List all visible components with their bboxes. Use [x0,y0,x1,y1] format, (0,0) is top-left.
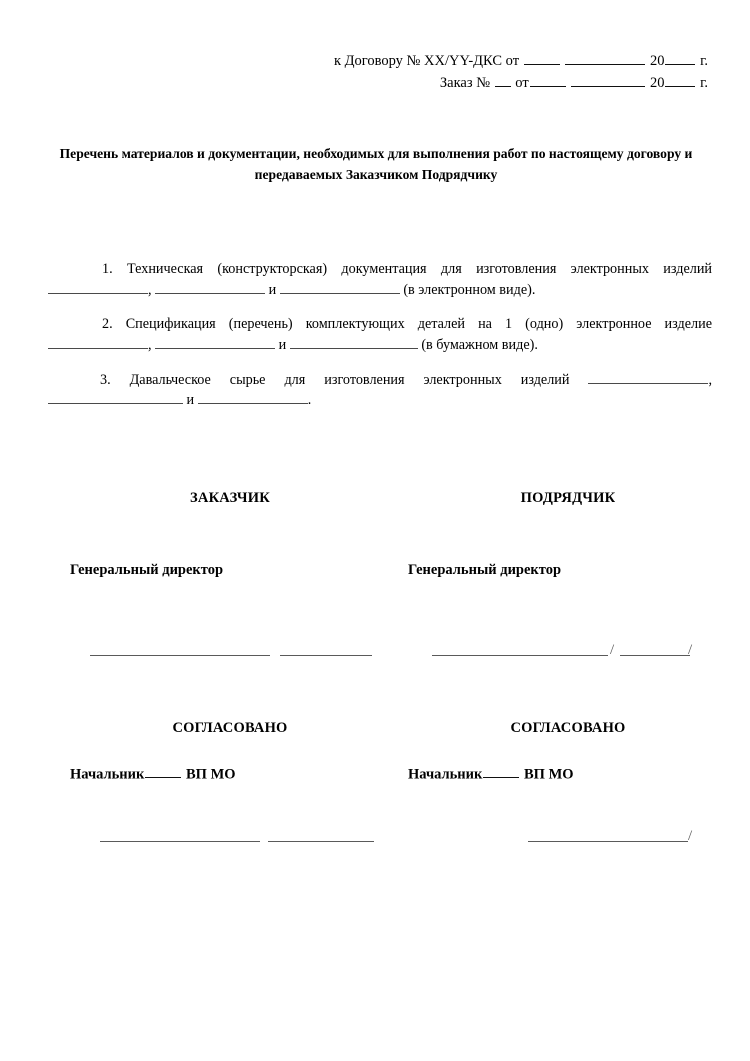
order-year-blank [665,73,695,87]
list-item [48,259,712,300]
customer-name-rule[interactable] [280,655,372,656]
list-item-text: Давальческое сырье для изготовления электронных изделий [129,371,570,388]
order-reference-prefix: Заказ № [439,75,491,91]
customer-approver-role [70,764,390,783]
customer-role-label: Генеральный директор [70,562,224,578]
customer-party-heading: ЗАКАЗЧИК [190,490,270,506]
list-item-blank-2 [155,335,275,349]
list-item-comma: , [148,337,152,353]
list-item-blank-3 [290,335,418,349]
list-item-comma: , [148,281,152,298]
list-item-number: 1. [102,261,113,278]
list-item [48,314,712,355]
customer-signature-rule[interactable] [90,655,270,656]
contract-year-blank [665,51,695,65]
contractor-party-heading: ПОДРЯДЧИК [520,490,616,506]
order-day-blank [530,73,566,87]
list-item-suffix: (в электронном виде). [403,281,536,298]
materials-list [48,245,712,411]
contractor-approver-role [408,764,728,783]
list-item-blank-3 [198,390,308,404]
list-item-number: 3. [100,371,111,388]
list-item-text: Техническая (конструкторская) документация для изготовления электронных изделий [126,261,713,278]
customer-approver-signature-rule[interactable] [100,841,260,842]
contractor-role-label: Генеральный директор [408,562,562,578]
slash-separator-icon: / [688,642,693,658]
document-reference-header [334,50,708,94]
signature-line-row [0,638,750,660]
signature-section [0,490,750,846]
list-item-suffix: (в бумажном виде). [421,337,538,353]
list-item-text: Спецификация (перечень) комплектующих деталей на 1 (одно) электронное изделие [125,316,712,333]
party-heading-row [0,490,750,514]
contractor-approval-heading: СОГЛАСОВАНО [510,720,626,736]
list-item-comma: , [708,371,713,388]
order-number-blank [495,73,511,87]
customer-approver-suffix: ВП МО [186,766,236,783]
list-item-conjunction: и [278,337,287,353]
list-item-blank-2 [155,280,265,294]
list-item-blank-1 [48,280,148,294]
order-month-blank [571,73,645,87]
contract-month-blank [565,51,645,65]
contract-year-suffix: г. [700,53,708,69]
contractor-signature-rule[interactable] [432,655,608,656]
contractor-name-rule[interactable] [620,655,690,656]
order-reference-mid: от [515,75,529,91]
role-row [0,562,750,586]
contractor-approver-suffix: ВП МО [524,766,574,783]
contractor-approver-prefix: Начальник [408,766,483,783]
list-item [48,370,712,411]
list-item-suffix: . [307,392,312,409]
customer-approver-unit-blank [145,764,181,778]
approval-signature-line-row [0,824,750,846]
customer-approval-heading: СОГЛАСОВАНО [172,720,288,736]
contract-day-blank [524,51,560,65]
page-title: Перечень материалов и документации, необходимых для выполнения работ по настоящему договору и передаваемых Заказчиком Подрядчику [59,146,693,182]
list-item-conjunction: и [268,281,277,298]
customer-approver-name-rule[interactable] [268,841,374,842]
customer-approver-prefix: Начальник [70,766,145,783]
list-item-blank-1 [48,335,148,349]
contractor-approver-signature-rule[interactable] [528,841,688,842]
list-item-blank-2 [48,390,183,404]
contractor-approver-unit-blank [483,764,519,778]
contract-reference-line [334,50,708,72]
list-item-blank-3 [280,280,400,294]
approver-role-row [0,764,750,790]
approval-heading-row [0,720,750,744]
contract-year-prefix: 20 [649,53,665,69]
list-item-blank-1 [588,370,708,384]
order-reference-line [334,72,708,94]
slash-separator-icon: / [688,828,693,844]
list-item-conjunction: и [186,392,195,409]
list-item-number: 2. [102,316,113,333]
slash-separator-icon: / [610,642,615,658]
contract-reference-prefix: к Договору № XX/YY-ДКС от [333,53,520,69]
order-year-prefix: 20 [649,75,665,91]
order-year-suffix: г. [700,75,708,91]
